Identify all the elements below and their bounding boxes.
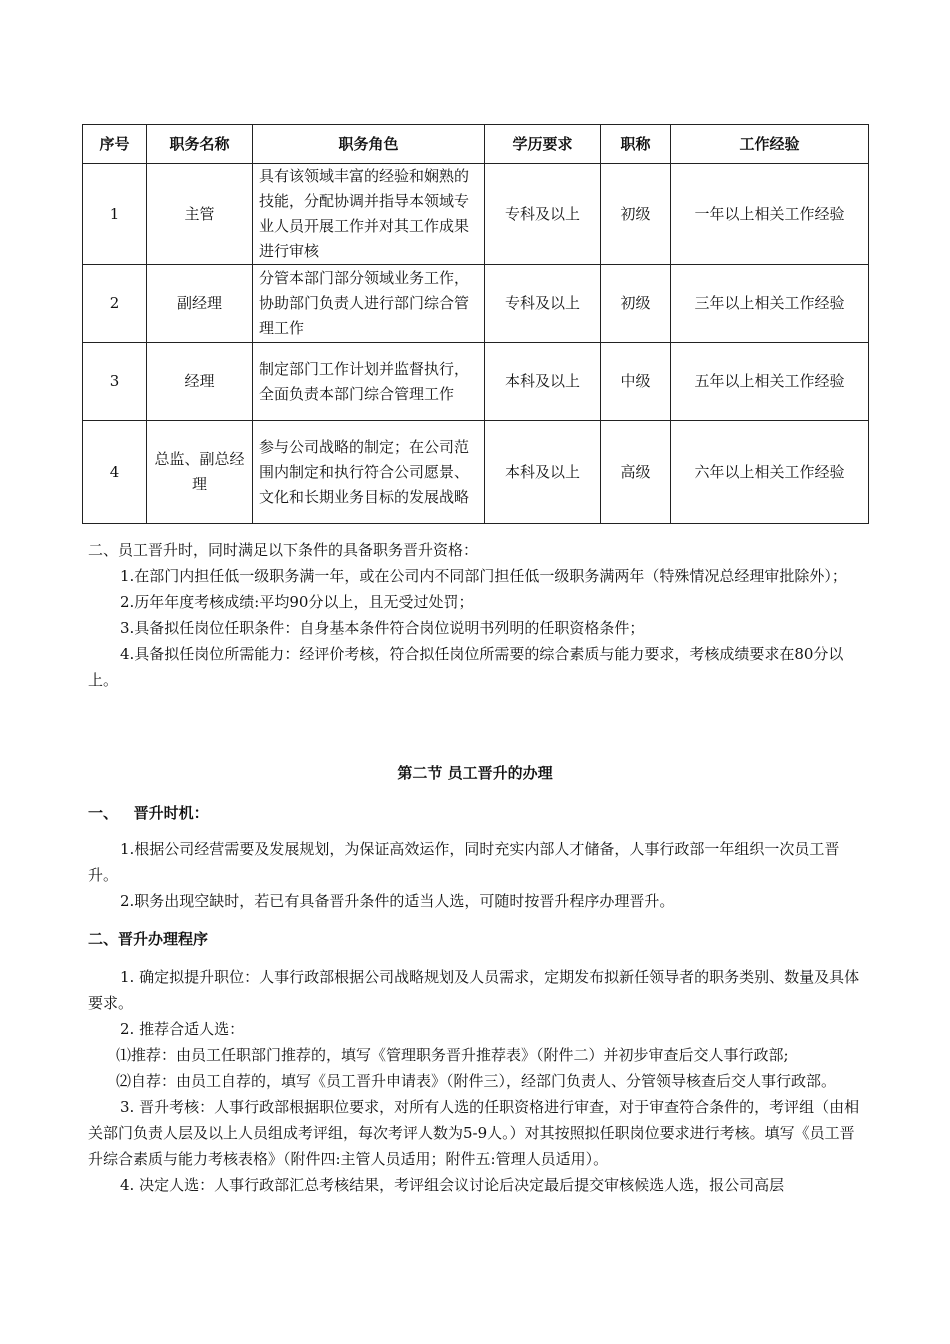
procedure-subitem: ⑴推荐：由员工任职部门推荐的，填写《管理职务晋升推荐表》（附件二）并初步审查后交人事行政部; [116, 1046, 789, 1064]
cell-education: 专科及以上 [485, 265, 601, 343]
header-title: 职务名称 [147, 125, 253, 164]
cell-role: 制定部门工作计划并监督执行，全面负责本部门综合管理工作 [253, 343, 485, 421]
table-row [83, 265, 869, 343]
cell-title: 副经理 [147, 265, 253, 343]
cell-rank: 初级 [601, 164, 671, 265]
cell-education: 专科及以上 [485, 164, 601, 265]
condition-item: 3.具备拟任岗位任职条件：自身基本条件符合岗位说明书列明的任职资格条件； [120, 619, 645, 637]
table-row [83, 421, 869, 524]
condition-item: 4.具备拟任岗位所需能力：经评价考核，符合拟任岗位所需要的综合素质与能力要求，考核成绩要求在80分以上。 [88, 645, 844, 689]
cell-no: 1 [83, 164, 147, 265]
procedure-heading: 二、晋升办理程序 [88, 930, 209, 948]
table-header-row [83, 125, 869, 164]
procedure-item: 3. 晋升考核：人事行政部根据职位要求，对所有人选的任职资格进行审查，对于审查符合条件的，考评组（由相关部门负责人层及以上人员组成考评组，每次考评人数为5-9人。）对其按照拟任职岗位要求进行考核。填写《员工晋升综合素质与能力考核表格》（附件四:主管人员适用；附件五:管理人员适用）。 [88, 1098, 860, 1168]
cell-experience: 五年以上相关工作经验 [671, 343, 869, 421]
timing-heading: 一、 晋升时机： [88, 804, 209, 822]
cell-role: 具有该领域丰富的经验和娴熟的技能，分配协调并指导本领域专业人员开展工作并对其工作成果进行审核 [253, 164, 485, 265]
condition-item: 1.在部门内担任低一级职务满一年，或在公司内不同部门担任低一级职务满两年（特殊情况总经理审批除外）； [120, 567, 847, 585]
header-education: 学历要求 [485, 125, 601, 164]
timing-section [88, 836, 864, 914]
procedure-item: 1. 确定拟提升职位：人事行政部根据公司战略规划及人员需求，定期发布拟新任领导者的职务类别、数量及具体要求。 [88, 968, 860, 1012]
procedure-subitem: ⑵自荐：由员工自荐的，填写《员工晋升申请表》（附件三），经部门负责人、分管领导核查后交人事行政部。 [116, 1072, 837, 1090]
cell-no: 4 [83, 421, 147, 524]
cell-role: 分管本部门部分领域业务工作，协助部门负责人进行部门综合管理工作 [253, 265, 485, 343]
header-rank: 职称 [601, 125, 671, 164]
cell-rank: 高级 [601, 421, 671, 524]
header-no: 序号 [83, 125, 147, 164]
cell-rank: 初级 [601, 265, 671, 343]
cell-title: 总监、副总经理 [147, 421, 253, 524]
timing-item: 1.根据公司经营需要及发展规划，为保证高效运作，同时充实内部人才储备，人事行政部一年组织一次员工晋升。 [88, 840, 840, 884]
table-row [83, 343, 869, 421]
chapter-title: 第二节 员工晋升的办理 [397, 764, 553, 782]
cell-title: 经理 [147, 343, 253, 421]
cell-experience: 三年以上相关工作经验 [671, 265, 869, 343]
cell-experience: 一年以上相关工作经验 [671, 164, 869, 265]
position-requirements-table [82, 124, 869, 524]
cell-role: 参与公司战略的制定；在公司范围内制定和执行符合公司愿景、文化和长期业务目标的发展战略 [253, 421, 485, 524]
cell-title: 主管 [147, 164, 253, 265]
cell-rank: 中级 [601, 343, 671, 421]
table-row [83, 164, 869, 265]
cell-education: 本科及以上 [485, 343, 601, 421]
procedure-item: 4. 决定人选：人事行政部汇总考核结果，考评组会议讨论后决定最后提交审核候选人选，报公司高层 [120, 1176, 785, 1194]
header-experience: 工作经验 [671, 125, 869, 164]
cell-experience: 六年以上相关工作经验 [671, 421, 869, 524]
cell-no: 3 [83, 343, 147, 421]
section2-intro: 二、员工晋升时，同时满足以下条件的具备职务晋升资格： [88, 541, 479, 559]
procedure-item: 2. 推荐合适人选： [120, 1020, 245, 1038]
procedure-section [88, 964, 864, 1198]
timing-item: 2.职务出现空缺时，若已有具备晋升条件的适当人选，可随时按晋升程序办理晋升。 [120, 892, 675, 910]
promotion-conditions-section [88, 537, 864, 693]
header-role: 职务角色 [253, 125, 485, 164]
cell-education: 本科及以上 [485, 421, 601, 524]
cell-no: 2 [83, 265, 147, 343]
condition-item: 2.历年年度考核成绩:平均90分以上，且无受过处罚； [120, 593, 474, 611]
